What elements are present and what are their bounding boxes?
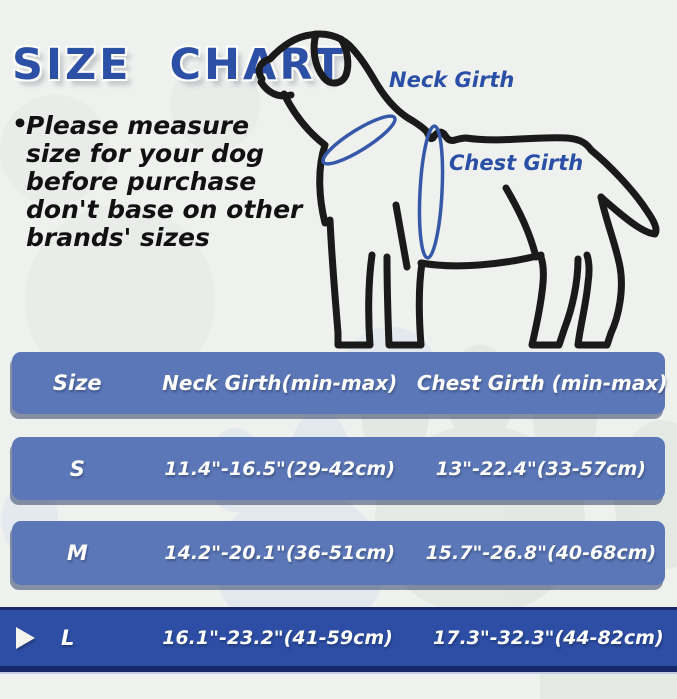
note-bullet: •: [12, 109, 28, 138]
cell-neck-girth: 16.1"-23.2"(41-59cm): [162, 627, 393, 649]
note-line: before purchase: [26, 167, 257, 196]
cell-size: M: [66, 541, 88, 565]
cell-neck-girth: 14.2"-20.1"(36-51cm): [164, 542, 396, 564]
neck-girth-label: Neck Girth: [389, 68, 515, 92]
table-header-row: [12, 352, 668, 414]
header-chest-girth: Chest Girth (min-max): [416, 371, 668, 395]
cell-neck-girth: 11.4"-16.5"(29-42cm): [164, 457, 396, 480]
table-row-size-l-selected: [0, 607, 677, 672]
cell-chest-girth: 17.3"-32.3"(44-82cm): [433, 627, 664, 649]
cell-size: S: [69, 456, 85, 481]
note-line: Please measure: [26, 111, 250, 140]
chest-girth-loop-line: [417, 126, 446, 259]
selected-row-arrow-icon: [16, 627, 35, 649]
neck-girth-loop-line: [318, 109, 400, 170]
chest-girth-label: Chest Girth: [449, 151, 584, 175]
header-neck-girth: Neck Girth(min-max): [162, 371, 398, 395]
page-title: SIZE CHART: [12, 40, 346, 90]
note-line: brands' sizes: [26, 223, 210, 252]
note-line: size for your dog: [26, 139, 265, 168]
cell-chest-girth: 15.7"-26.8"(40-68cm): [425, 542, 657, 564]
table-row-size-s: [12, 437, 665, 500]
header-size: Size: [52, 371, 102, 395]
cell-size: L: [61, 626, 75, 650]
note-line: don't base on other: [26, 195, 303, 224]
table-row-size-m: [12, 521, 665, 585]
cell-chest-girth: 13"-22.4"(33-57cm): [435, 457, 646, 480]
